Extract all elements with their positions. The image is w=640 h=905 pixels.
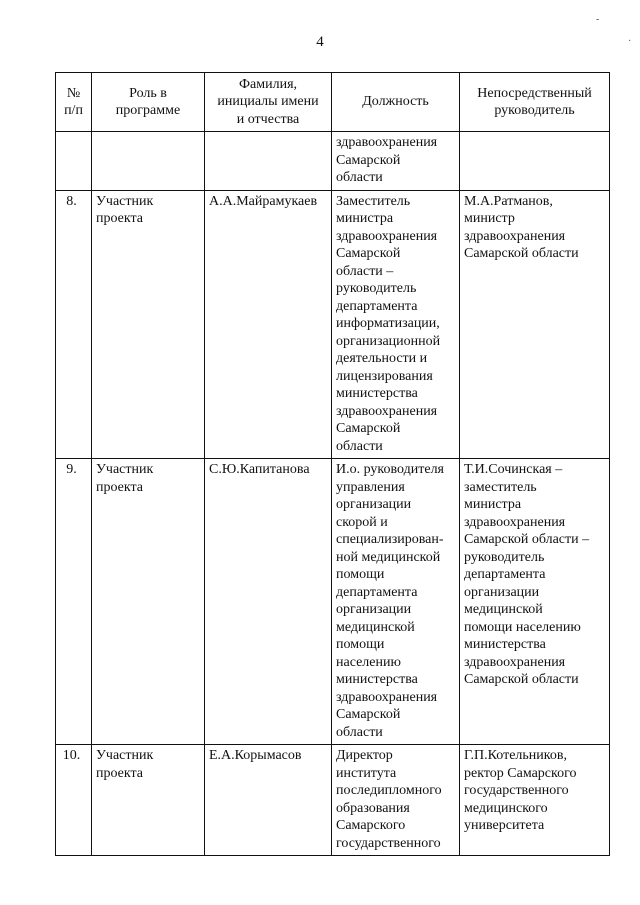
- text-line: Должность: [362, 94, 429, 110]
- text-line: заместитель: [464, 479, 537, 495]
- table-row: [56, 132, 610, 191]
- text-line: здравоохранения: [464, 514, 566, 530]
- row-number: 9.: [56, 459, 92, 745]
- text-line: лицензирования: [336, 368, 433, 384]
- text-line: департамента: [336, 298, 418, 314]
- text-line: области: [336, 438, 383, 454]
- row-role: [92, 132, 205, 191]
- row-role: [92, 190, 205, 459]
- text-line: информатизации,: [336, 316, 440, 331]
- participants-table: [55, 72, 610, 856]
- table-row: [56, 745, 610, 856]
- row-name: А.А.Майрамукаев: [205, 190, 332, 459]
- row-position: [332, 745, 460, 856]
- text-line: государственного: [336, 835, 441, 851]
- row-number: 8.: [56, 190, 92, 459]
- text-line: департамента: [464, 567, 546, 582]
- text-line: проекта: [96, 211, 143, 226]
- text-line: программе: [115, 103, 181, 118]
- text-line: Директор: [336, 748, 393, 763]
- page-number: 4: [316, 34, 324, 50]
- text-line: министра: [336, 211, 394, 226]
- text-line: И.о. руководителя: [336, 462, 445, 477]
- row-name: [205, 132, 332, 191]
- row-supervisor: [460, 745, 610, 856]
- table-header-row: [56, 73, 610, 132]
- text-line: области: [336, 170, 383, 185]
- text-line: министра: [464, 497, 522, 512]
- text-line: населению: [336, 654, 401, 670]
- text-line: помощи: [336, 637, 385, 652]
- text-line: М.А.Ратманов,: [464, 193, 553, 209]
- text-line: медицинской: [336, 619, 415, 635]
- text-line: Самарской: [336, 421, 401, 436]
- text-line: Самарской области: [464, 246, 579, 261]
- row-name: С.Ю.Капитанова: [205, 459, 332, 745]
- scan-mark: ·: [628, 36, 632, 47]
- text-line: организационной: [336, 333, 441, 349]
- text-line: Самарской области: [464, 672, 579, 687]
- row-position: [332, 190, 460, 459]
- text-line: ной медицинской: [336, 549, 441, 565]
- text-line: здравоохранения: [464, 228, 566, 244]
- text-line: государственного: [464, 783, 569, 798]
- text-line: организации: [464, 584, 540, 600]
- text-line: медицинского: [464, 800, 548, 816]
- text-line: организации: [336, 497, 412, 512]
- text-line: здравоохранения: [336, 228, 438, 244]
- text-line: министерства: [336, 672, 418, 687]
- text-line: руководитель: [464, 549, 545, 565]
- text-line: специализирован-: [336, 532, 444, 547]
- row-position: [332, 459, 460, 745]
- text-line: здравоохранения: [336, 403, 438, 419]
- text-line: Участник: [96, 462, 154, 477]
- text-line: проекта: [96, 765, 143, 781]
- text-line: области –: [336, 263, 394, 279]
- text-line: помощи: [336, 567, 385, 582]
- text-line: Т.И.Сочинская –: [464, 462, 563, 477]
- header-position: [332, 73, 460, 132]
- row-role: [92, 459, 205, 745]
- text-line: ректор Самарского: [464, 765, 577, 781]
- text-line: здравоохранения: [464, 654, 566, 670]
- text-line: Самарской: [336, 152, 401, 168]
- row-supervisor: [460, 459, 610, 745]
- text-line: министерства: [336, 386, 418, 401]
- row-supervisor: [460, 190, 610, 459]
- text-line: Фамилия,: [238, 76, 298, 92]
- text-line: руководитель: [494, 103, 575, 118]
- text-line: Заместитель: [336, 193, 411, 209]
- text-line: помощи населению: [464, 619, 581, 635]
- text-line: здравоохранения: [336, 689, 438, 705]
- scan-mark: ‐: [596, 14, 600, 25]
- header-name: [205, 73, 332, 132]
- text-line: п/п: [64, 103, 83, 118]
- text-line: департамента: [336, 584, 418, 600]
- text-line: министр: [464, 211, 515, 226]
- text-line: руководитель: [336, 281, 417, 296]
- text-line: области: [336, 724, 383, 740]
- text-line: здравоохранения: [336, 135, 438, 150]
- header-supervisor: [460, 73, 610, 132]
- header-number: [56, 73, 92, 132]
- row-supervisor: [460, 132, 610, 191]
- text-line: министерства: [464, 637, 546, 652]
- table-row: [56, 190, 610, 459]
- text-line: университета: [464, 818, 545, 833]
- text-line: управления: [336, 479, 405, 495]
- text-line: института: [336, 765, 397, 781]
- row-number: [56, 132, 92, 191]
- row-name: Е.А.Корымасов: [205, 745, 332, 856]
- text-line: Участник: [96, 193, 154, 209]
- text-line: Самарской области –: [464, 532, 590, 547]
- text-line: деятельности и: [336, 351, 428, 366]
- row-number: 10.: [56, 745, 92, 856]
- text-line: и отчества: [236, 111, 300, 127]
- text-line: №: [66, 85, 81, 101]
- text-line: скорой и: [336, 514, 388, 530]
- text-line: Участник: [96, 748, 154, 763]
- header-role: [92, 73, 205, 132]
- text-line: организации: [336, 602, 412, 617]
- text-line: медицинской: [464, 602, 543, 617]
- text-line: проекта: [96, 479, 143, 495]
- text-line: Самарской: [336, 707, 401, 722]
- text-line: Г.П.Котельников,: [464, 748, 567, 763]
- text-line: образования: [336, 800, 410, 816]
- text-line: последипломного: [336, 783, 442, 798]
- row-position: [332, 132, 460, 191]
- text-line: Самарской: [336, 246, 401, 261]
- text-line: инициалы имени: [217, 94, 319, 110]
- text-line: Непосредственный: [477, 85, 592, 101]
- text-line: Самарского: [336, 818, 406, 833]
- text-line: Роль в: [129, 85, 167, 101]
- table-row: [56, 459, 610, 745]
- row-role: [92, 745, 205, 856]
